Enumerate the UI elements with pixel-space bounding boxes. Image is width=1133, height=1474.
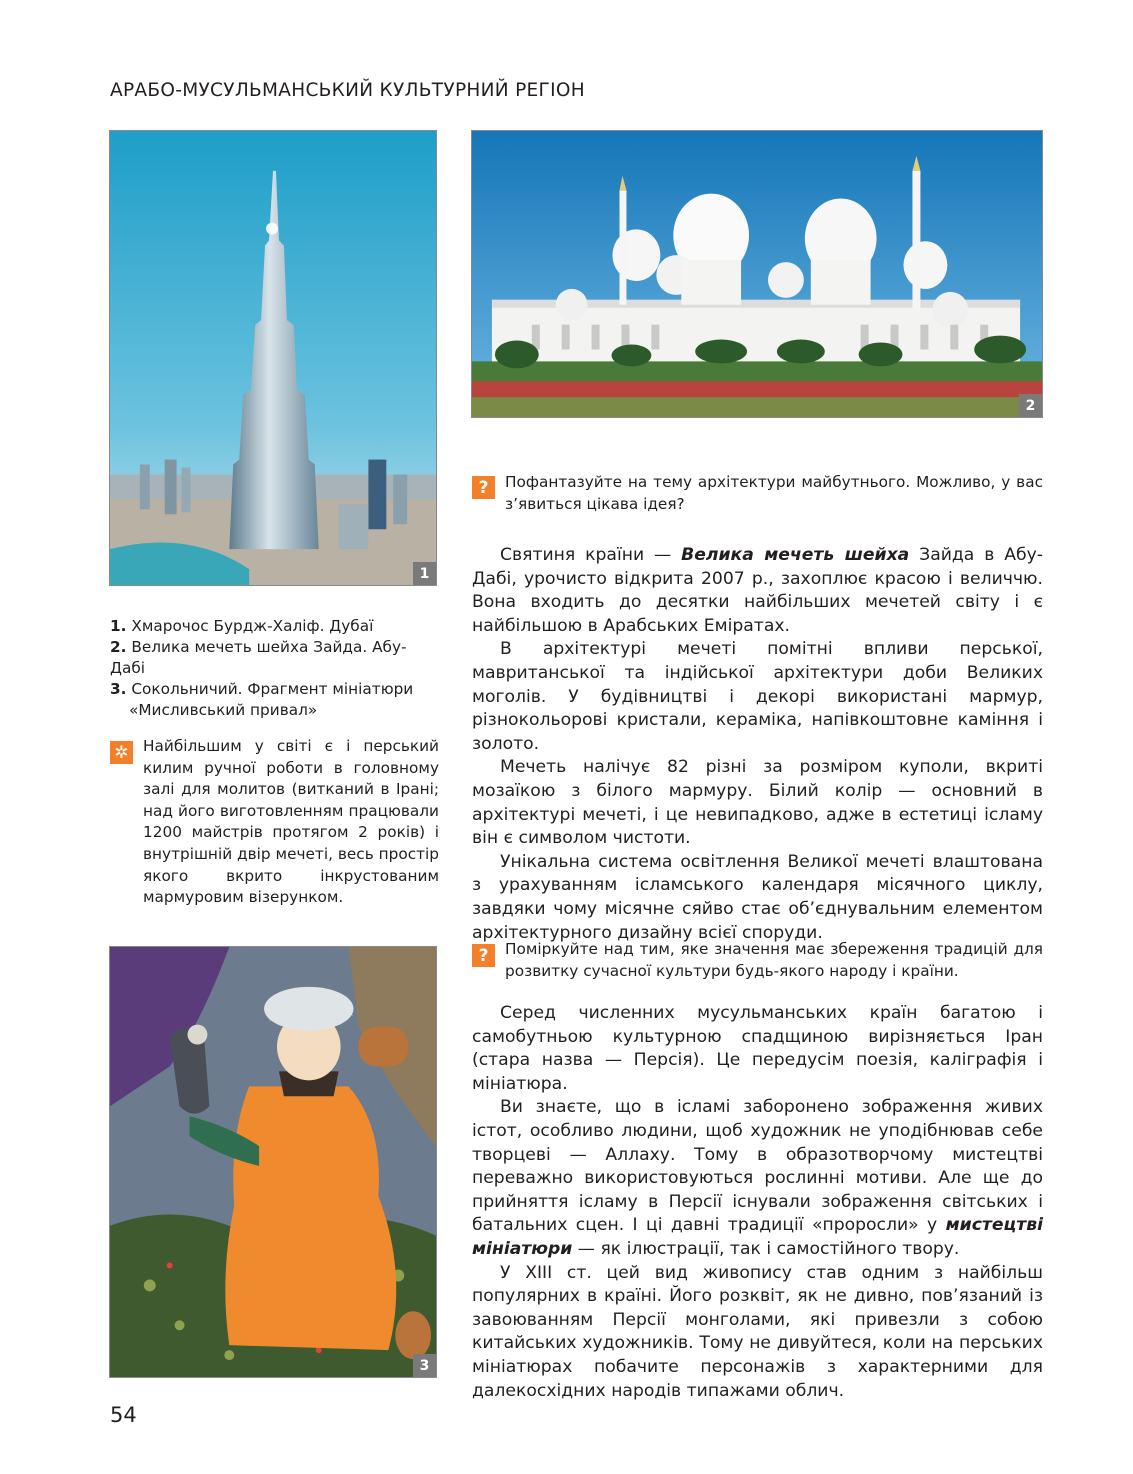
- paragraph: Мечеть налічує 82 різні за розміром куполи, вкриті мозаїкою з білого мармуру. Білий колір — основний в архітектурі мечеті, і це невипадково, адже в естетиці ісламу він є символом чистоти.: [472, 757, 1043, 849]
- question-icon: ?: [472, 476, 495, 499]
- paragraph: Серед численних мусульманських країн багатою і самобутньою культурною спадщиною вирізняється Іран (стара назва — Персія). Це передусім поезія, каліграфія і мініатюра.: [472, 1003, 1043, 1094]
- question-1-text: Пофантазуйте на тему архітектури майбутнього. Можливо, у вас з’явиться цікава ідея?: [505, 473, 1043, 513]
- photo-burj-khalifa: [109, 130, 437, 586]
- figure-number-3: 3: [413, 1354, 436, 1377]
- asterisk-icon: ✲: [110, 741, 133, 764]
- body-text-iran: [472, 1002, 1043, 1403]
- photo-falconer-miniature: [109, 946, 437, 1378]
- page-number: 54: [110, 1403, 137, 1427]
- caption-3: 3. Сокольничий. Фрагмент мініатюри: [110, 680, 414, 698]
- caption-1: 1. Хмарочос Бурдж-Халіф. Дубаї: [110, 617, 374, 635]
- paragraph: У XIII ст. цей вид живопису став одним з найбільш популярних в країні. Його розквіт, як не дивно, пов’язаний із завоюванням Персії монголами, які привезли з собою китайських художників. Тому не дивуйтеся, коли на перських мініатюрах побачите персонажів з характерними для далекосхідних народів типажами облич.: [472, 1262, 1043, 1401]
- figure-number-2: 2: [1019, 394, 1042, 417]
- caption-2: 2. Велика мечеть шейха Зайда. Абу-Дабі: [110, 638, 407, 677]
- photo-grand-mosque: [471, 130, 1043, 418]
- caption-3-line2: «Мисливський привал»: [129, 701, 318, 719]
- term-grand-mosque: Велика мечеть шейха: [681, 545, 910, 565]
- paragraph: Святиня країни — Велика мечеть шейха Зайда в Абу-Дабі, урочисто відкрита 2007 р., захоплює красою і величчю. Вона входить до десятки найбільших мечетей світу і є найбільшою в Арабських Еміратах.: [472, 545, 1043, 636]
- side-note-text: Найбільшим у світі є і перський килим ручної роботи в головному залі для молитов (витканий в Ірані; над його виготовленням працювали 1200 майстрів протягом 2 років) і внутрішній двір мечеті, весь простір якого вкрито інкрустованим мармуровим візерунком.: [143, 737, 439, 907]
- question-2-text: Поміркуйте над тим, яке значення має збереження традицій для розвитку сучасної культури будь-якого народу і країни.: [505, 940, 1043, 980]
- question-icon: ?: [472, 944, 495, 967]
- paragraph: Ви знаєте, що в ісламі заборонено зображення живих істот, особливо людини, щоб художник не уподібнював себе творцеві — Аллаху. Тому в образотворчому мистецтві переважно використовуються рослинні мотиви. Але ще до прийняття ісламу в Персії існували зображення світських і батальних сцен. І ці давні традиції «проросли» у мистецтві мініатюри — як ілюстрації, так і самостійного твору.: [472, 1097, 1043, 1259]
- page-header: АРАБО-МУСУЛЬМАНСЬКИЙ КУЛЬТУРНИЙ РЕГІОН: [110, 80, 585, 101]
- term-miniature-art: мистецтві мініатюри: [472, 1215, 1043, 1259]
- figure-number-1: 1: [413, 562, 436, 585]
- body-text-mosque: [472, 544, 1043, 945]
- paragraph: Унікальна система освітлення Великої мечеті влаштована з урахуванням ісламського календаря місячного циклу, завдяки чому місячне сяйво стає об’єднувальним елементом архітектурного дизайну всієї споруди.: [472, 851, 1043, 943]
- figure-captions: [110, 616, 440, 721]
- paragraph: В архітектурі мечеті помітні впливи перської, мавританської та індійської архітектури доби Великих моголів. У будівництві і декорі використані мармур, різнокольорові кристали, кераміка, напівкоштовне каміння і золото.: [472, 639, 1043, 754]
